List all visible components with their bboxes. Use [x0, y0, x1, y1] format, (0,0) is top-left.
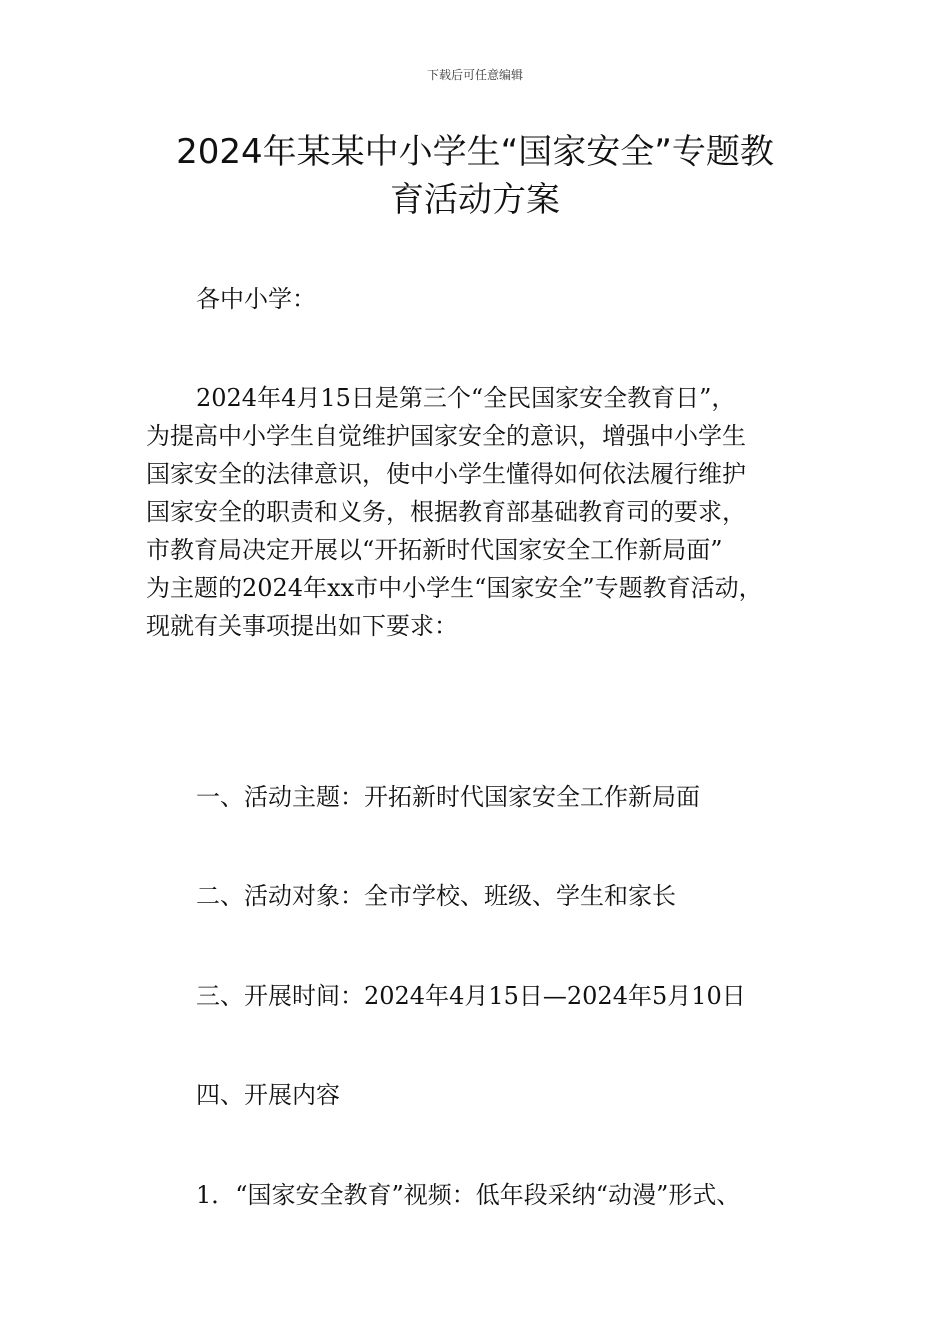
intro-line: 现就有关事项提出如下要求： — [146, 612, 458, 640]
intro-line: 2024年4月15日是第三个“全民国家安全教育日”， — [196, 384, 736, 412]
section-content-heading: 四、开展内容 — [196, 1081, 340, 1109]
intro-line: 国家安全的职责和义务，根据教育部基础教育司的要求， — [146, 498, 746, 526]
intro-line: 市教育局决定开展以“开拓新时代国家安全工作新局面” — [146, 536, 723, 564]
page-header-note: 下载后可任意编辑 — [426, 68, 523, 82]
content-item-1: 1．“国家安全教育”视频：低年段采纳“动漫”形式、 — [196, 1181, 741, 1209]
intro-paragraph — [146, 379, 836, 645]
document-title-line-2: 育活动方案 — [390, 180, 560, 220]
intro-line: 为提高中小学生自觉维护国家安全的意识，增强中小学生 — [146, 422, 746, 450]
section-time: 三、开展时间：2024年4月15日—2024年5月10日 — [196, 982, 746, 1010]
intro-line: 为主题的2024年xx市中小学生“国家安全”专题教育活动， — [146, 574, 763, 602]
intro-line: 国家安全的法律意识，使中小学生懂得如何依法履行维护 — [146, 460, 746, 488]
document-title-line-1: 2024年某某中小学生“国家安全”专题教 — [176, 132, 774, 172]
document-title — [100, 128, 850, 224]
section-theme: 一、活动主题：开拓新时代国家安全工作新局面 — [196, 783, 700, 811]
section-audience: 二、活动对象：全市学校、班级、学生和家长 — [196, 882, 676, 910]
salutation: 各中小学： — [196, 285, 316, 313]
